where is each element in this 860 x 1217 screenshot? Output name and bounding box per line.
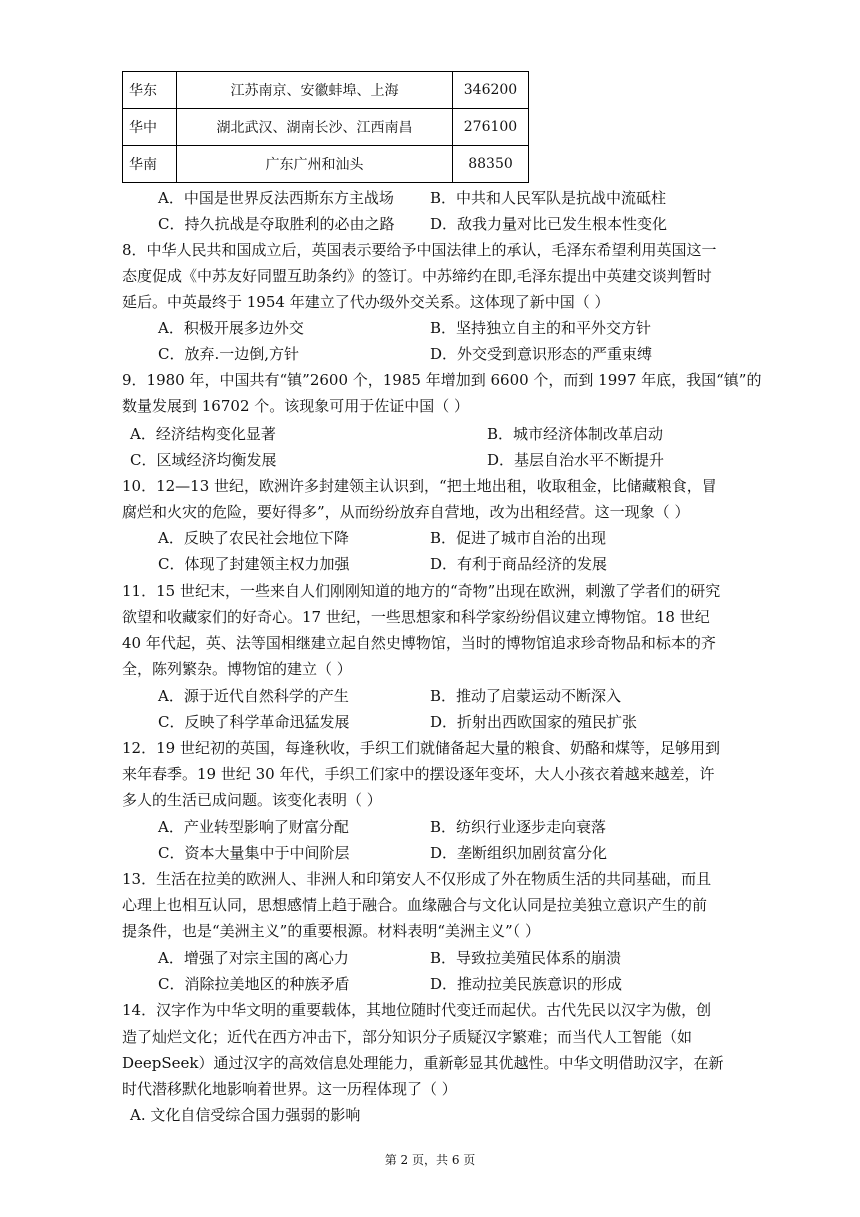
q11-stem-line-1: 11．15 世纪末，一些来自人们刚刚知道的地方的“奇物”出现在欧洲，刺激了学者们的研究 [122, 582, 721, 600]
q13-stem-line-1: 13．生活在拉美的欧洲人、非洲人和印第安人不仅形成了外在物质生活的共同基础，而且 [122, 870, 712, 888]
q10-option-a: A．反映了农民社会地位下降 [158, 529, 349, 547]
region-table [122, 71, 529, 183]
table-cell-cities: 湖北武汉、湖南长沙、江西南昌 [177, 109, 453, 146]
q12-option-b: B．纺织行业逐步走向衰落 [430, 818, 607, 836]
q13-option-d: D．推动拉美民族意识的形成 [430, 975, 623, 993]
q9-option-a: A．经济结构变化显著 [130, 425, 276, 443]
q13-option-c: C．消除拉美地区的种族矛盾 [158, 975, 350, 993]
q8-option-b: B．坚持独立自主的和平外交方针 [430, 319, 652, 337]
q10-option-c: C．体现了封建领主权力加强 [158, 555, 350, 573]
q7-option-d: D．敌我力量对比已发生根本性变化 [430, 215, 668, 233]
q10-option-d: D．有利于商品经济的发展 [430, 555, 608, 573]
q14-option-a: A. 文化自信受综合国力强弱的影响 [130, 1106, 361, 1124]
q9-option-b: B．城市经济体制改革启动 [487, 425, 664, 443]
q8-stem-line-3: 延后。中英最终于 1954 年建立了代办级外交关系。这体现了新中国（ ） [122, 293, 610, 311]
q11-option-c: C．反映了科学革命迅猛发展 [158, 713, 350, 731]
q11-option-d: D．折射出西欧国家的殖民扩张 [430, 713, 638, 731]
q14-stem-line-2: 造了灿烂文化；近代在西方冲击下，部分知识分子质疑汉字繁难；而当代人工智能（如 [122, 1028, 693, 1046]
q13-stem-line-3: 提条件，也是“美洲主义”的重要根源。材料表明“美洲主义”（ ） [122, 922, 540, 940]
q13-option-b: B．导致拉美殖民体系的崩溃 [430, 949, 622, 967]
q9-stem-line-2: 数量发展到 16702 个。该现象可用于佐证中国（ ） [122, 397, 470, 415]
q10-option-b: B．促进了城市自治的出现 [430, 529, 607, 547]
q9-option-c: C．区域经济均衡发展 [130, 451, 277, 469]
table-cell-value: 346200 [453, 72, 529, 109]
table-row [123, 146, 529, 183]
q9-stem-line-1: 9．1980 年，中国共有“镇”2600 个，1985 年增加到 6600 个，而到 1997 年底，我国“镇”的 [122, 371, 762, 389]
q12-stem-line-2: 来年春季。19 世纪 30 年代，手织工们家中的摆设逐年变坏，大人小孩衣着越来越差，许 [122, 765, 715, 783]
q7-option-c: C．持久抗战是夺取胜利的必由之路 [158, 215, 395, 233]
q13-option-a: A．增强了对宗主国的离心力 [158, 949, 349, 967]
page-footer: 第 2 页，共 6 页 [384, 1153, 476, 1167]
table-cell-value: 276100 [453, 109, 529, 146]
q8-option-c: C．放弃.一边倒,方针 [158, 345, 300, 363]
q10-stem-line-2: 腐烂和火灾的危险，要好得多”，从而纷纷放弃自营地，改为出租经营。这一现象（ ） [122, 503, 690, 521]
q12-option-d: D．垄断组织加剧贫富分化 [430, 844, 608, 862]
q11-stem-line-4: 全，陈列繁杂。博物馆的建立（ ） [122, 660, 352, 678]
table-cell-value: 88350 [453, 146, 529, 183]
q14-stem-line-3: DeepSeek）通过汉字的高效信息处理能力，重新彰显其优越性。中华文明借助汉字，在新 [122, 1054, 724, 1072]
table-cell-cities: 广东广州和汕头 [177, 146, 453, 183]
q12-option-a: A．产业转型影响了财富分配 [158, 818, 349, 836]
q7-option-a: A．中国是世界反法西斯东方主战场 [158, 189, 394, 207]
q14-stem-line-4: 时代潜移默化地影响着世界。这一历程体现了（ ） [122, 1080, 457, 1098]
q13-stem-line-2: 心理上也相互认同，思想感情上趋于融合。血缘融合与文化认同是拉美独立意识产生的前 [122, 896, 708, 914]
q11-option-b: B．推动了启蒙运动不断深入 [430, 687, 622, 705]
q8-stem-line-2: 态度促成《中苏友好同盟互助条约》的签订。中苏缔约在即,毛泽东提出中英建交谈判暂时 [122, 267, 712, 285]
table-cell-region: 华南 [123, 146, 177, 183]
q11-option-a: A．源于近代自然科学的产生 [158, 687, 349, 705]
q14-stem-line-1: 14．汉字作为中华文明的重要载体，其地位随时代变迁而起伏。古代先民以汉字为傲，创 [122, 1001, 712, 1019]
table-cell-cities: 江苏南京、安徽蚌埠、上海 [177, 72, 453, 109]
table-cell-region: 华东 [123, 72, 177, 109]
q8-option-d: D．外交受到意识形态的严重束缚 [430, 345, 653, 363]
table-cell-region: 华中 [123, 109, 177, 146]
q11-stem-line-2: 欲望和收藏家们的好奇心。17 世纪，一些思想家和科学家纷纷倡议建立博物馆。18 世纪 [122, 608, 710, 626]
q12-stem-line-3: 多人的生活已成问题。该变化表明（ ） [122, 791, 382, 809]
q12-stem-line-1: 12．19 世纪初的英国，每逢秋收，手织工们就储备起大量的粮食、奶酪和煤等，足够用到 [122, 739, 720, 757]
q7-option-b: B．中共和人民军队是抗战中流砥柱 [430, 189, 667, 207]
q10-stem-line-1: 10．12—13 世纪，欧洲许多封建领主认识到，“把土地出租，收取租金，比储藏粮食，冒 [122, 477, 717, 495]
table-row [123, 72, 529, 109]
q11-stem-line-3: 40 年代起，英、法等国相继建立起自然史博物馆，当时的博物馆追求珍奇物品和标本的齐 [122, 634, 716, 652]
q12-option-c: C．资本大量集中于中间阶层 [158, 844, 350, 862]
table-row [123, 109, 529, 146]
q8-option-a: A．积极开展多边外交 [158, 319, 304, 337]
q9-option-d: D．基层自治水平不断提升 [487, 451, 665, 469]
q8-stem-line-1: 8．中华人民共和国成立后，英国表示要给予中国法律上的承认，毛泽东希望利用英国这一 [122, 241, 717, 259]
